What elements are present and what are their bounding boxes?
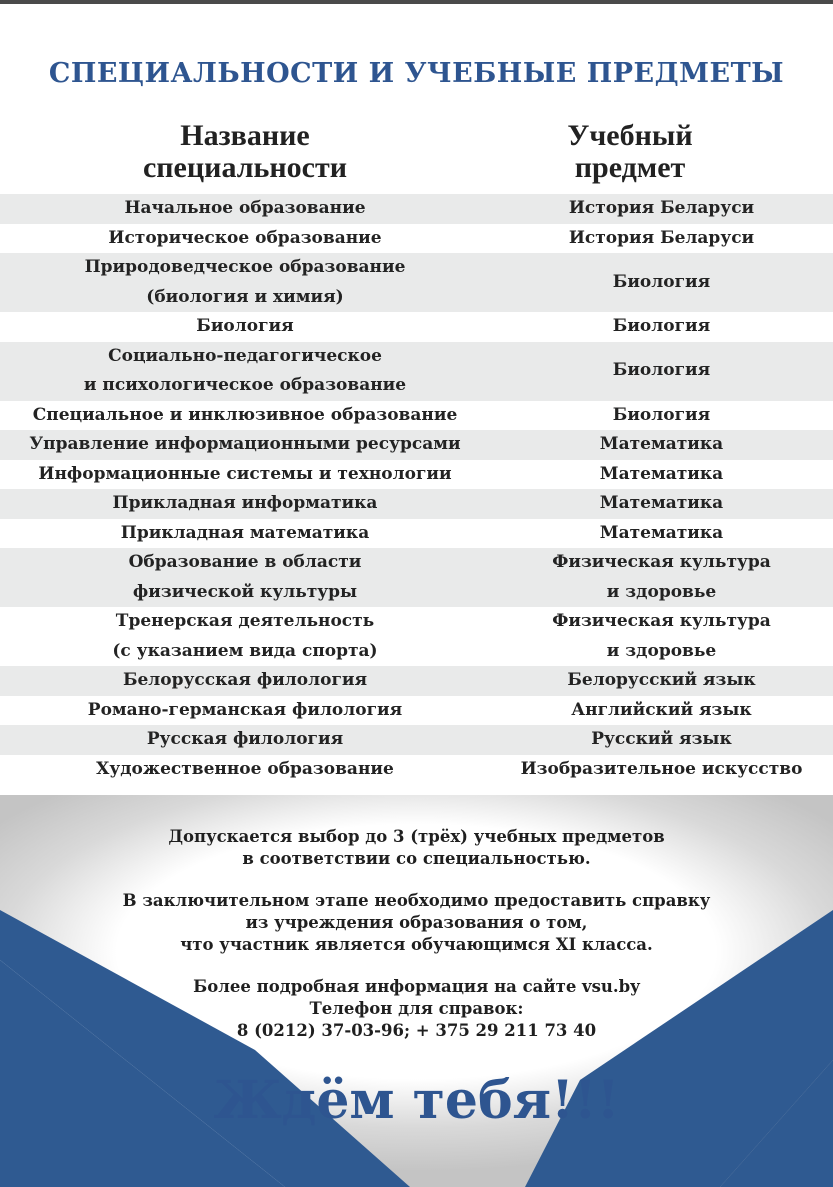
specialty-cell	[0, 253, 490, 312]
specialty-cell	[0, 489, 490, 519]
subject-cell	[490, 607, 833, 666]
subject-cell	[490, 460, 833, 490]
specialty-cell	[0, 224, 490, 254]
subject-text: Белорусский язык	[567, 670, 756, 690]
specialty-text: Образование в области	[128, 552, 362, 572]
subject-text: Математика	[599, 522, 724, 543]
subject-cell	[490, 696, 833, 726]
specialty-cell	[0, 460, 490, 490]
subject-cell	[490, 548, 833, 607]
subject-text: Физическая культура	[552, 611, 771, 631]
subject-cell	[490, 401, 833, 431]
specialty-text: Художественное образование	[96, 758, 394, 779]
specialty-cell	[0, 696, 490, 726]
subject-text: Английский язык	[571, 699, 752, 720]
specialty-text: Прикладная информатика	[112, 493, 378, 513]
subject-cell	[490, 489, 833, 519]
specialty-cell	[0, 430, 490, 460]
specialty-cell	[0, 401, 490, 431]
note-choice-line: Допускается выбор до 3 (трёх) учебных предметов	[168, 827, 665, 846]
table-row	[0, 430, 833, 460]
specialty-cell	[0, 755, 490, 785]
specialty-text: Прикладная математика	[120, 522, 370, 543]
specialty-cell	[0, 607, 490, 666]
table-row	[0, 224, 833, 254]
specialty-cell	[0, 548, 490, 607]
subject-cell	[490, 725, 833, 755]
note-certificate-line: из учреждения образования о том,	[245, 913, 588, 932]
subject-text: История Беларуси	[568, 198, 755, 218]
table-row	[0, 460, 833, 490]
specialty-text: (с указанием вида спорта)	[112, 640, 378, 661]
note-phone-label: Телефон для справок:	[309, 999, 524, 1018]
table-row	[0, 194, 833, 224]
specialty-text: и психологическое образование	[83, 375, 407, 395]
specialty-cell	[0, 725, 490, 755]
note-certificate-line: В заключительном этапе необходимо предоставить справку	[122, 891, 711, 910]
subject-text: История Беларуси	[568, 227, 755, 248]
subject-cell	[490, 755, 833, 785]
specialty-text: Информационные системы и технологии	[38, 463, 452, 484]
specialty-text: Тренерская деятельность	[115, 611, 375, 631]
specialty-text: Белорусская филология	[122, 670, 368, 690]
slogan: Ждём тебя!!!	[213, 1070, 620, 1131]
subject-text: Математика	[599, 493, 724, 513]
table-row	[0, 725, 833, 755]
subject-text: Биология	[612, 271, 711, 292]
subject-cell	[490, 312, 833, 342]
table-row	[0, 696, 833, 726]
subject-cell	[490, 430, 833, 460]
column-header-subject: Учебный предмет	[567, 119, 693, 184]
subject-cell	[490, 253, 833, 312]
specialty-cell	[0, 666, 490, 696]
specialty-cell	[0, 194, 490, 224]
table-row	[0, 489, 833, 519]
specialty-text: Историческое образование	[108, 227, 382, 248]
subject-text: Русский язык	[591, 729, 732, 749]
specialty-text: физической культуры	[132, 581, 358, 602]
table-row	[0, 342, 833, 401]
subject-text: и здоровье	[606, 581, 717, 602]
subject-cell	[490, 194, 833, 224]
subject-cell	[490, 666, 833, 696]
table-row	[0, 607, 833, 666]
notes-block	[0, 826, 833, 1042]
specialty-text: Начальное образование	[124, 198, 366, 218]
table-row	[0, 253, 833, 312]
table-row	[0, 548, 833, 607]
note-website: Более подробная информация на сайте vsu.by	[193, 977, 640, 996]
specialty-text: Природоведческое образование	[84, 257, 406, 277]
page-title: СПЕЦИАЛЬНОСТИ И УЧЕБНЫЕ ПРЕДМЕТЫ	[48, 58, 785, 89]
subject-text: Биология	[612, 360, 711, 381]
subject-text: Изобразительное искусство	[520, 758, 803, 779]
subject-text: Математика	[599, 434, 724, 454]
table-row	[0, 312, 833, 342]
column-header-specialty: Название специальности	[142, 119, 348, 184]
subject-text: Биология	[612, 404, 711, 425]
table-row	[0, 401, 833, 431]
specialty-text: Специальное и инклюзивное образование	[32, 404, 458, 425]
specialty-text: Социально-педагогическое	[108, 345, 382, 366]
subject-text: Физическая культура	[552, 552, 771, 572]
note-choice-line: в соответствии со специальностью.	[242, 849, 591, 868]
subject-cell	[490, 224, 833, 254]
specialty-text: Романо-германская филология	[87, 699, 403, 720]
note-phone-numbers: 8 (0212) 37-03-96; + 375 29 211 73 40	[236, 1021, 597, 1040]
specialty-text: Биология	[196, 316, 294, 336]
subject-text: и здоровье	[606, 640, 717, 661]
specialty-cell	[0, 519, 490, 549]
note-certificate-line: что участник является обучающимся XI класса.	[180, 935, 653, 954]
subject-cell	[490, 519, 833, 549]
specialty-text: Управление информационными ресурсами	[29, 434, 461, 454]
specialty-cell	[0, 342, 490, 401]
specialty-cell	[0, 312, 490, 342]
table-row	[0, 666, 833, 696]
subject-text: Математика	[599, 463, 724, 484]
subject-cell	[490, 342, 833, 401]
specialty-text: Русская филология	[146, 729, 344, 749]
specialty-text: (биология и химия)	[146, 286, 344, 307]
specialties-table	[0, 194, 833, 784]
table-row	[0, 519, 833, 549]
subject-text: Биология	[612, 316, 711, 336]
table-row	[0, 755, 833, 785]
